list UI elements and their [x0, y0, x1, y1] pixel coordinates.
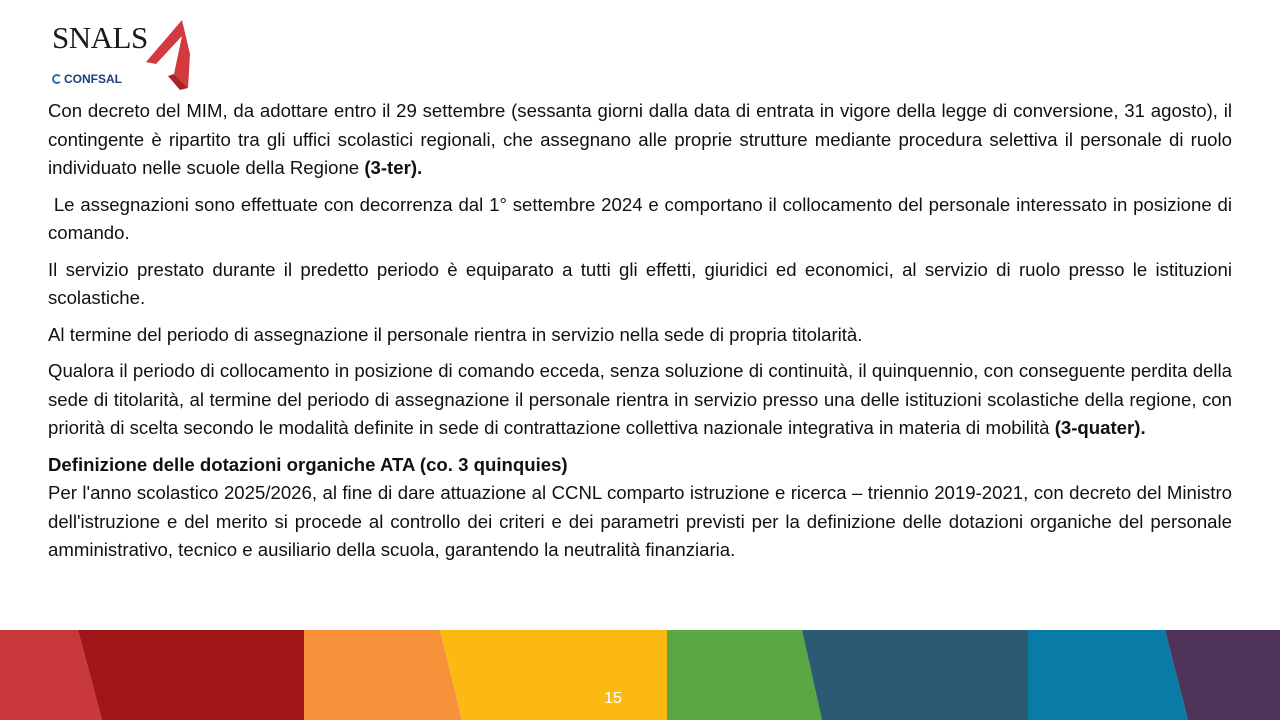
paragraph-2-text: Le assegnazioni sono effettuate con decorrenza dal 1° settembre 2024 e comportano il collocamento del personale interessato in posizione di comando.	[48, 193, 1238, 243]
band-stripe-2	[78, 630, 304, 720]
paragraph-4-text: Al termine del periodo di assegnazione il personale rientra in servizio nella sede di propria titolarità.	[48, 323, 863, 345]
page-number: 15	[604, 690, 622, 707]
paragraph-1-ref: (3-ter).	[364, 157, 423, 178]
paragraph-3	[48, 256, 1232, 313]
paragraph-6	[48, 479, 1232, 565]
snals-confsal-logo	[48, 14, 198, 94]
paragraph-1-text: Con decreto del MIM, da adottare entro il 29 settembre (sessanta giorni dalla data di entrata in vigore della legge di conversione, 31 agosto), il contingente è ripartito tra gli uffici scolastici regionali, che assegnano alle proprie strutture mediante procedura selettiva il personale di ruolo individuato nelle scuole della Regione	[48, 100, 1232, 178]
logo-name: SNALS	[52, 20, 148, 55]
logo-confsal	[52, 72, 122, 86]
paragraph-6-text: Per l'anno scolastico 2025/2026, al fine di dare attuazione al CCNL comparto istruzione e ricerca – triennio 2019-2021, con decreto del Ministro dell'istruzione e del merito si procede al controllo dei criteri e dei parametri previsti per la definizione delle dotazioni organiche del personale amministrativo, tecnico e ausiliario della scuola, garantendo la neutralità finanziaria.	[48, 482, 1232, 560]
paragraph-3-text: Il servizio prestato durante il predetto periodo è equiparato a tutti gli effetti, giuridici ed economici, al servizio di ruolo presso le istituzioni scolastiche.	[48, 258, 1232, 308]
paragraph-5-ref: (3-quater).	[1054, 417, 1146, 438]
paragraph-4	[48, 321, 1232, 350]
footer-color-band	[0, 630, 1280, 720]
logo-sub-label: CONFSAL	[64, 72, 122, 86]
band-stripe-7	[1028, 630, 1188, 720]
paragraph-5	[48, 357, 1232, 443]
confsal-ring-icon	[52, 74, 62, 84]
section-heading: Definizione delle dotazioni organiche ATA (co. 3 quinquies)	[48, 453, 568, 475]
band-stripe-6	[802, 630, 1028, 720]
paragraph-5-text: Qualora il periodo di collocamento in posizione di comando ecceda, senza soluzione di continuità, il quinquennio, con conseguente perdita della sede di titolarità, al termine del periodo di assegnazione il personale rientra in servizio presso una delle istituzioni scolastiche della regione, con priorità di scelta secondo le modalità definite in sede di contrattazione collettiva nazionale integrativa in materia di mobilità	[48, 360, 1232, 438]
paragraph-1	[48, 97, 1232, 183]
band-stripe-3	[304, 630, 462, 720]
band-stripe-5	[667, 630, 822, 720]
paragraph-2	[48, 191, 1238, 248]
slide-body	[48, 97, 1238, 565]
